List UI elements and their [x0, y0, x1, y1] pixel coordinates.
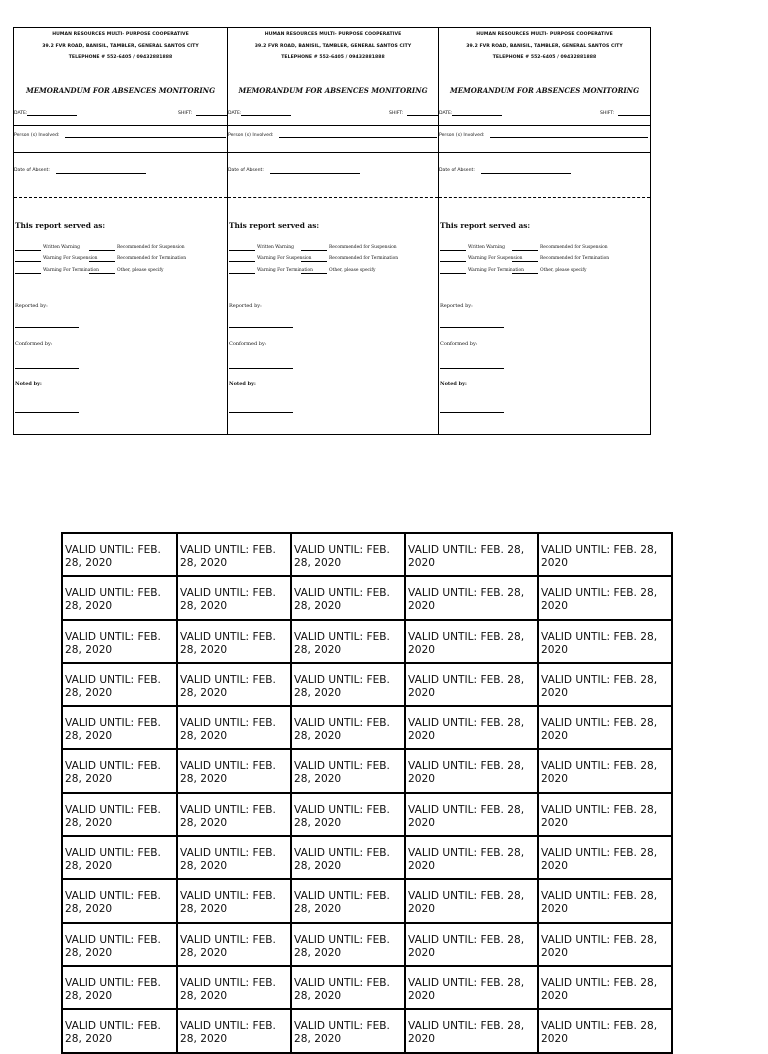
- validity-sticker: VALID UNTIL: FEB. 28, 2020: [291, 1009, 405, 1052]
- reported-by-label: Reported by:: [15, 303, 48, 309]
- validity-sticker: VALID UNTIL: FEB. 28, 2020: [177, 620, 291, 663]
- checkbox-line: [512, 261, 538, 262]
- dashed-separator: [439, 197, 650, 198]
- validity-sticker: VALID UNTIL: FEB. 28, 2020: [291, 749, 405, 792]
- noted-by-label: Noted by:: [15, 381, 42, 387]
- date-of-absent-line: [270, 173, 360, 174]
- validity-sticker: VALID UNTIL: FEB. 28, 2020: [291, 706, 405, 749]
- option-other: Other, please specify: [329, 268, 376, 273]
- option-rec-termination: Recommended for Termination: [117, 256, 187, 261]
- validity-sticker: VALID UNTIL: FEB. 28, 2020: [177, 706, 291, 749]
- validity-sticker: VALID UNTIL: FEB. 28, 2020: [538, 793, 672, 836]
- validity-sticker: VALID UNTIL: FEB. 28, 2020: [538, 620, 672, 663]
- validity-sticker: VALID UNTIL: FEB. 28, 2020: [405, 923, 538, 966]
- validity-sticker: VALID UNTIL: FEB. 28, 2020: [62, 793, 177, 836]
- conformed-by-signature-line: [440, 368, 504, 369]
- checkbox-line: [440, 273, 466, 274]
- validity-sticker: VALID UNTIL: FEB. 28, 2020: [405, 706, 538, 749]
- checkbox-line: [301, 261, 327, 262]
- checkbox-line: [229, 273, 255, 274]
- persons-involved-line: [490, 137, 648, 138]
- reported-by-label: Reported by:: [229, 303, 262, 309]
- checkbox-line: [512, 273, 538, 274]
- noted-by-signature-line: [229, 412, 293, 413]
- conformed-by-label: Conformed by:: [229, 341, 267, 347]
- option-rec-suspension: Recommended for Suspension: [329, 245, 397, 250]
- option-written-warning: Written Warning: [43, 245, 80, 250]
- reported-by-signature-line: [440, 327, 504, 328]
- option-written-warning: Written Warning: [257, 245, 294, 250]
- option-other: Other, please specify: [540, 268, 587, 273]
- option-warning-termination: Warning For Termination: [257, 268, 313, 273]
- validity-sticker: VALID UNTIL: FEB. 28, 2020: [405, 576, 538, 619]
- option-rec-suspension: Recommended for Suspension: [540, 245, 608, 250]
- sticker-row: [62, 923, 672, 966]
- validity-sticker: VALID UNTIL: FEB. 28, 2020: [538, 836, 672, 879]
- option-other: Other, please specify: [117, 268, 164, 273]
- validity-sticker: VALID UNTIL: FEB. 28, 2020: [62, 966, 177, 1009]
- served-as-heading: This report served as:: [440, 221, 531, 230]
- checkbox-line: [301, 273, 327, 274]
- checkbox-line: [229, 261, 255, 262]
- sticker-row: [62, 576, 672, 619]
- validity-sticker: VALID UNTIL: FEB. 28, 2020: [538, 576, 672, 619]
- validity-sticker: VALID UNTIL: FEB. 28, 2020: [177, 793, 291, 836]
- section-divider: [228, 152, 438, 153]
- validity-sticker: VALID UNTIL: FEB. 28, 2020: [177, 836, 291, 879]
- option-rec-termination: Recommended for Termination: [540, 256, 610, 261]
- validity-sticker: VALID UNTIL: FEB. 28, 2020: [62, 576, 177, 619]
- option-warning-suspension: Warning For Suspension: [468, 256, 523, 261]
- option-warning-termination: Warning For Termination: [43, 268, 99, 273]
- checkbox-line: [89, 250, 115, 251]
- sticker-row: [62, 663, 672, 706]
- persons-involved-line: [279, 137, 437, 138]
- noted-by-label: Noted by:: [440, 381, 467, 387]
- memo-form-1: [14, 28, 228, 434]
- noted-by-signature-line: [440, 412, 504, 413]
- validity-sticker: VALID UNTIL: FEB. 28, 2020: [405, 879, 538, 922]
- option-rec-termination: Recommended for Termination: [329, 256, 399, 261]
- validity-sticker: VALID UNTIL: FEB. 28, 2020: [538, 706, 672, 749]
- persons-involved-line: [65, 137, 226, 138]
- date-line: [27, 115, 77, 116]
- option-warning-suspension: Warning For Suspension: [257, 256, 312, 261]
- company-name: HUMAN RESOURCES MULTI- PURPOSE COOPERATIVE: [264, 32, 402, 37]
- served-as-heading: This report served as:: [15, 221, 106, 230]
- section-divider: [228, 125, 438, 126]
- reported-by-signature-line: [229, 327, 293, 328]
- validity-sticker: VALID UNTIL: FEB. 28, 2020: [538, 1009, 672, 1052]
- company-address: 39.2 FVR ROAD, BANISIL, TAMBLER, GENERAL SANTOS CITY: [42, 44, 199, 49]
- validity-sticker: VALID UNTIL: FEB. 28, 2020: [177, 576, 291, 619]
- noted-by-label: Noted by:: [229, 381, 256, 387]
- validity-sticker: VALID UNTIL: FEB. 28, 2020: [62, 620, 177, 663]
- served-as-heading: This report served as:: [229, 221, 320, 230]
- validity-sticker: VALID UNTIL: FEB. 28, 2020: [405, 836, 538, 879]
- validity-sticker: VALID UNTIL: FEB. 28, 2020: [177, 879, 291, 922]
- sticker-row: [62, 706, 672, 749]
- validity-sticker: VALID UNTIL: FEB. 28, 2020: [177, 663, 291, 706]
- shift-label: SHIFT:: [178, 111, 193, 116]
- validity-sticker: VALID UNTIL: FEB. 28, 2020: [62, 533, 177, 576]
- checkbox-line: [15, 250, 41, 251]
- date-label: DATE:: [14, 111, 28, 116]
- dashed-separator: [14, 197, 227, 198]
- sticker-row: [62, 966, 672, 1009]
- persons-involved-label: Person (s) Involved:: [439, 133, 485, 138]
- memo-title: MEMORANDUM FOR ABSENCES MONITORING: [449, 86, 640, 95]
- sticker-row: [62, 793, 672, 836]
- company-telephone: TELEPHONE # 552-6405 / 09432881888: [492, 55, 597, 60]
- validity-sticker: VALID UNTIL: FEB. 28, 2020: [177, 923, 291, 966]
- checkbox-line: [89, 273, 115, 274]
- validity-sticker: VALID UNTIL: FEB. 28, 2020: [291, 533, 405, 576]
- company-telephone: TELEPHONE # 552-6405 / 09432881888: [281, 55, 385, 60]
- date-label: DATE:: [228, 111, 242, 116]
- shift-label: SHIFT:: [600, 111, 615, 116]
- section-divider: [14, 152, 227, 153]
- date-line: [452, 115, 502, 116]
- sticker-row: [62, 879, 672, 922]
- validity-sticker: VALID UNTIL: FEB. 28, 2020: [405, 966, 538, 1009]
- section-divider: [439, 125, 650, 126]
- noted-by-signature-line: [15, 412, 79, 413]
- checkbox-line: [229, 250, 255, 251]
- validity-sticker: VALID UNTIL: FEB. 28, 2020: [291, 576, 405, 619]
- validity-sticker: VALID UNTIL: FEB. 28, 2020: [62, 749, 177, 792]
- sticker-row: [62, 749, 672, 792]
- date-of-absent-line: [56, 173, 146, 174]
- section-divider: [14, 125, 227, 126]
- validity-sticker: VALID UNTIL: FEB. 28, 2020: [177, 1009, 291, 1052]
- memo-sheet: [13, 27, 651, 435]
- date-label: DATE:: [439, 111, 453, 116]
- option-warning-termination: Warning For Termination: [468, 268, 524, 273]
- conformed-by-label: Conformed by:: [440, 341, 478, 347]
- validity-sticker: VALID UNTIL: FEB. 28, 2020: [291, 620, 405, 663]
- validity-sticker: VALID UNTIL: FEB. 28, 2020: [291, 879, 405, 922]
- persons-involved-label: Person (s) Involved:: [14, 133, 60, 138]
- validity-sticker: VALID UNTIL: FEB. 28, 2020: [538, 663, 672, 706]
- validity-sticker: VALID UNTIL: FEB. 28, 2020: [62, 923, 177, 966]
- validity-sticker-grid: [61, 532, 673, 1054]
- date-of-absent-label: Date of Absent:: [228, 168, 264, 173]
- memo-title: MEMORANDUM FOR ABSENCES MONITORING: [238, 86, 428, 95]
- company-name: HUMAN RESOURCES MULTI- PURPOSE COOPERATIVE: [476, 32, 613, 37]
- validity-sticker: VALID UNTIL: FEB. 28, 2020: [405, 749, 538, 792]
- conformed-by-signature-line: [15, 368, 79, 369]
- option-rec-suspension: Recommended for Suspension: [117, 245, 185, 250]
- reported-by-label: Reported by:: [440, 303, 473, 309]
- section-divider: [439, 152, 650, 153]
- validity-sticker: VALID UNTIL: FEB. 28, 2020: [62, 1009, 177, 1052]
- dashed-separator: [228, 197, 438, 198]
- validity-sticker: VALID UNTIL: FEB. 28, 2020: [62, 836, 177, 879]
- checkbox-line: [440, 261, 466, 262]
- sticker-row: [62, 533, 672, 576]
- checkbox-line: [512, 250, 538, 251]
- checkbox-line: [301, 250, 327, 251]
- company-address: 39.2 FVR ROAD, BANISIL, TAMBLER, GENERAL SANTOS CITY: [466, 44, 623, 49]
- reported-by-signature-line: [15, 327, 79, 328]
- shift-line: [196, 115, 228, 116]
- sticker-row: [62, 836, 672, 879]
- conformed-by-label: Conformed by:: [15, 341, 53, 347]
- date-of-absent-line: [481, 173, 571, 174]
- shift-label: SHIFT:: [389, 111, 404, 116]
- validity-sticker: VALID UNTIL: FEB. 28, 2020: [405, 793, 538, 836]
- sticker-row: [62, 1009, 672, 1052]
- conformed-by-signature-line: [229, 368, 293, 369]
- date-of-absent-label: Date of Absent:: [14, 168, 50, 173]
- shift-line: [407, 115, 439, 116]
- validity-sticker: VALID UNTIL: FEB. 28, 2020: [405, 620, 538, 663]
- date-line: [241, 115, 291, 116]
- company-telephone: TELEPHONE # 552-6405 / 09432881888: [68, 55, 173, 60]
- validity-sticker: VALID UNTIL: FEB. 28, 2020: [538, 966, 672, 1009]
- validity-sticker: VALID UNTIL: FEB. 28, 2020: [177, 749, 291, 792]
- checkbox-line: [440, 250, 466, 251]
- validity-sticker: VALID UNTIL: FEB. 28, 2020: [177, 966, 291, 1009]
- company-address: 39.2 FVR ROAD, BANISIL, TAMBLER, GENERAL SANTOS CITY: [254, 44, 412, 49]
- memo-form-3: [439, 28, 650, 434]
- company-name: HUMAN RESOURCES MULTI- PURPOSE COOPERATIVE: [52, 32, 189, 37]
- validity-sticker: VALID UNTIL: FEB. 28, 2020: [291, 836, 405, 879]
- validity-sticker: VALID UNTIL: FEB. 28, 2020: [62, 879, 177, 922]
- validity-sticker: VALID UNTIL: FEB. 28, 2020: [538, 533, 672, 576]
- validity-sticker: VALID UNTIL: FEB. 28, 2020: [291, 663, 405, 706]
- memo-form-2: [228, 28, 439, 434]
- checkbox-line: [89, 261, 115, 262]
- date-of-absent-label: Date of Absent:: [439, 168, 475, 173]
- persons-involved-label: Person (s) Involved:: [228, 133, 274, 138]
- validity-sticker: VALID UNTIL: FEB. 28, 2020: [177, 533, 291, 576]
- shift-line: [618, 115, 650, 116]
- validity-sticker: VALID UNTIL: FEB. 28, 2020: [62, 706, 177, 749]
- validity-sticker: VALID UNTIL: FEB. 28, 2020: [291, 923, 405, 966]
- validity-sticker: VALID UNTIL: FEB. 28, 2020: [62, 663, 177, 706]
- validity-sticker: VALID UNTIL: FEB. 28, 2020: [538, 879, 672, 922]
- validity-sticker: VALID UNTIL: FEB. 28, 2020: [538, 749, 672, 792]
- validity-sticker: VALID UNTIL: FEB. 28, 2020: [291, 966, 405, 1009]
- checkbox-line: [15, 261, 41, 262]
- validity-sticker: VALID UNTIL: FEB. 28, 2020: [405, 533, 538, 576]
- validity-sticker: VALID UNTIL: FEB. 28, 2020: [405, 663, 538, 706]
- validity-sticker: VALID UNTIL: FEB. 28, 2020: [291, 793, 405, 836]
- option-written-warning: Written Warning: [468, 245, 505, 250]
- memo-title: MEMORANDUM FOR ABSENCES MONITORING: [25, 86, 216, 95]
- validity-sticker: VALID UNTIL: FEB. 28, 2020: [538, 923, 672, 966]
- validity-sticker: VALID UNTIL: FEB. 28, 2020: [405, 1009, 538, 1052]
- checkbox-line: [15, 273, 41, 274]
- option-warning-suspension: Warning For Suspension: [43, 256, 98, 261]
- sticker-row: [62, 620, 672, 663]
